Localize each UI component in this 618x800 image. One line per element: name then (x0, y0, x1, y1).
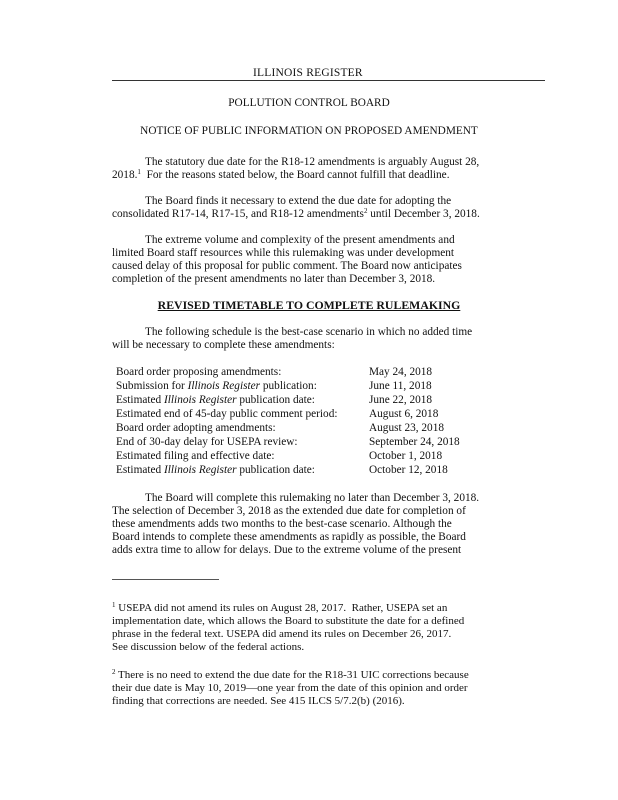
schedule-intro-line-2: will be necessary to complete these amendments: (112, 339, 335, 351)
closing-line-1: The Board will complete this rulemaking no later than December 3, 2018. (145, 492, 480, 504)
schedule-date: August 23, 2018 (369, 422, 445, 434)
p2-line-1: The Board finds it necessary to extend the due date for adopting the (145, 195, 452, 207)
schedule-event: Estimated Illinois Register publication date: (116, 394, 315, 406)
closing-line-3: these amendments adds two months to the best-case scenario. Although the (112, 518, 452, 530)
schedule-event: Estimated filing and effective date: (116, 450, 275, 462)
running-header: ILLINOIS REGISTER (253, 67, 363, 79)
closing-line-4: Board intends to complete these amendments as rapidly as possible, the Board (112, 531, 466, 543)
footnote-2-line-3: finding that corrections are needed. See 415 ILCS 5/7.2(b) (2016). (112, 695, 405, 707)
schedule-date: August 6, 2018 (369, 408, 439, 420)
p3-line-4: completion of the present amendments no later than December 3, 2018. (112, 273, 436, 285)
schedule-date: September 24, 2018 (369, 436, 460, 448)
footnote-ref-2: 2 (363, 207, 368, 215)
schedule-date: October 12, 2018 (369, 464, 448, 476)
header-rule (112, 80, 545, 81)
schedule-date: June 22, 2018 (369, 394, 433, 406)
schedule-event: Board order adopting amendments: (116, 422, 276, 434)
p3-line-2: limited Board staff resources while this rulemaking was under development (112, 247, 455, 259)
schedule-event: Board order proposing amendments: (116, 366, 282, 378)
board-name: POLLUTION CONTROL BOARD (228, 97, 390, 109)
section-heading: REVISED TIMETABLE TO COMPLETE RULEMAKING (157, 298, 461, 312)
footnote-2-line-1: $^2$ There is no need to extend the due date for the R18-31 UIC corrections because (112, 668, 469, 681)
schedule-event: Estimated Illinois Register publication date: (116, 464, 315, 476)
schedule-event: Estimated end of 45-day public comment period: (116, 408, 338, 420)
schedule-date: June 11, 2018 (369, 380, 432, 392)
closing-line-2: The selection of December 3, 2018 as the extended due date for completion of (112, 505, 466, 517)
footnote-ref-1: 1 (137, 168, 141, 176)
footnote-1-line-1: $^1$ USEPA did not amend its rules on August 28, 2017. Rather, USEPA set an (112, 601, 448, 614)
closing-line-5: adds extra time to allow for delays. Due to the extreme volume of the present (112, 544, 462, 556)
footnote-1-line-4: See discussion below of the federal actions. (112, 641, 305, 653)
schedule-intro-line-1: The following schedule is the best-case scenario in which no added time (145, 326, 473, 338)
footnote-separator (112, 579, 219, 580)
footnote-1-line-2: implementation date, which allows the Board to substitute the date for a defined (112, 615, 465, 627)
p1-line-2: 2018.$^1$ For the reasons stated below, the Board cannot fulfill that deadline. (112, 168, 450, 181)
schedule-date: October 1, 2018 (369, 450, 443, 462)
notice-title: NOTICE OF PUBLIC INFORMATION ON PROPOSED AMENDMENT (140, 125, 478, 137)
p3-line-1: The extreme volume and complexity of the present amendments and (145, 234, 455, 246)
p3-line-3: caused delay of this proposal for public comment. The Board now anticipates (112, 260, 462, 272)
footnote-1-line-3: phrase in the federal text. USEPA did amend its rules on December 26, 2017. (112, 628, 452, 640)
p2-line-2: consolidated R17-14, R17-15, and R18-12 amendments$^2$ until December 3, 2018. (112, 207, 480, 220)
schedule-event: End of 30-day delay for USEPA review: (116, 436, 298, 448)
p1-line-1: The statutory due date for the R18-12 amendments is arguably August 28, (145, 156, 480, 168)
footnote-2-line-2: their due date is May 10, 2019—one year from the date of this opinion and order (112, 682, 468, 694)
schedule-event: Submission for Illinois Register publication: (116, 380, 317, 392)
schedule-date: May 24, 2018 (369, 366, 433, 378)
